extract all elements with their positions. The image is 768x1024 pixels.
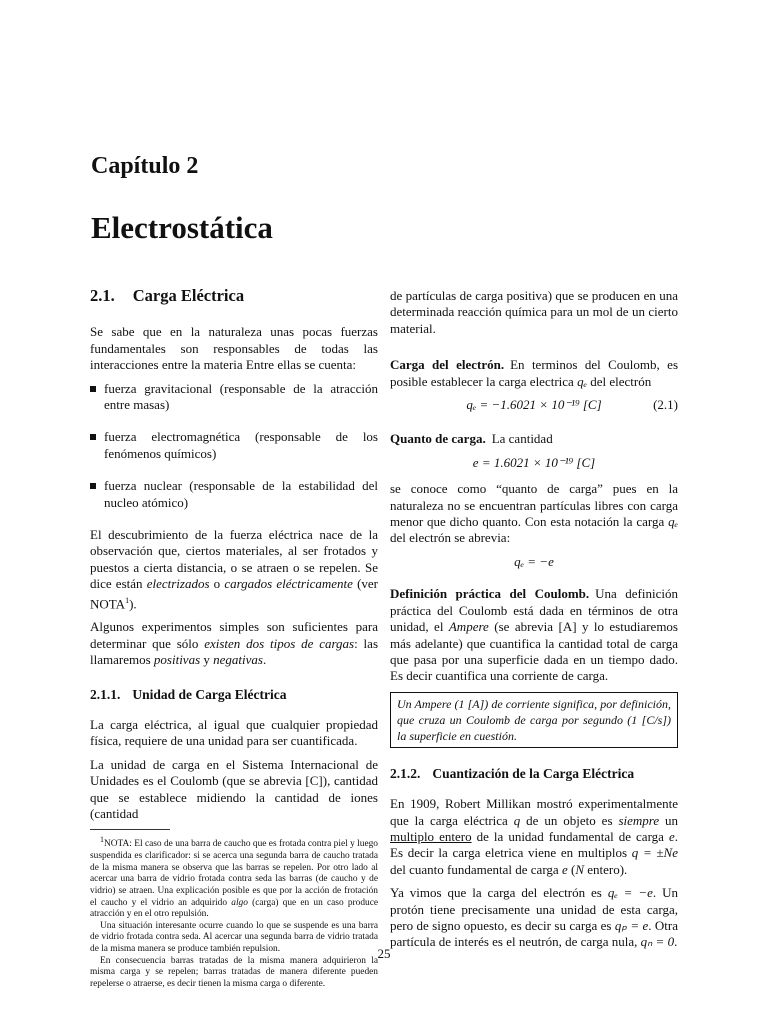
list-item: fuerza nuclear (responsable de la estabilidad del nucleo atómico): [90, 478, 378, 511]
footnote-ref[interactable]: 1: [125, 595, 130, 605]
paragraph-unit-2: La unidad de carga en el Sistema Internacional de Unidades es el Coulomb (que se abrevia [C]), cantidad que se establece midiendo la cantidad de iones (cantidad: [90, 756, 378, 822]
page-number: 25: [377, 946, 391, 961]
chapter-label: Capítulo 2: [91, 153, 199, 179]
footnote-paragraph: En consecuencia barras tratadas de la misma manera adquirieron la misma carga y se repelen; barras tratadas de manera diferente pueden repelerse o atraerse, es decir tienen la misma carga o diferente.: [90, 955, 378, 989]
left-column: [90, 288, 378, 990]
paragraph-intro: Se sabe que en la naturaleza unas pocas fuerzas fundamentales son responsables de todas las interacciones entre la materia Entre ellas se cuenta:: [90, 324, 378, 373]
bullet-icon: [90, 483, 96, 489]
paragraph-proton-neutron: Ya vimos que la carga del electrón es qₑ = −e. Un protón tiene precisamente una unidad de esta carga, pero de signo opuesto, es decir su carga es qₚ = e. Otra partícula de interés es el neutrón, de carga nula, qₙ = 0.: [390, 885, 679, 950]
bullet-icon: [90, 434, 96, 440]
section-heading-2-1-2: 2.1.2. Cuantización de la Carga Eléctrica: [390, 765, 635, 781]
paragraph-unit-1: La carga eléctrica, al igual que cualquier propiedad física, requiere de una unidad para ser cuantificada.: [90, 717, 378, 749]
list-item: fuerza electromagnética (responsable de los fenómenos químicos): [90, 429, 378, 462]
paragraph-coulomb-definition: Definición práctica del Coulomb. Una definición práctica del Coulomb está dada en términos de otra unidad, el Ampere (se abrevia [A] y lo estudiaremos más adelante) que cuantifica la cantidad total de carga que pasa por una superficie dada en un tiempo dado. Es decir cuantifica una corriente de carga.: [390, 586, 678, 684]
forces-list: [90, 381, 378, 511]
chapter-title: Electrostática: [91, 210, 273, 245]
equation-quanto: e = 1.6021 × 10⁻¹⁹ [C]: [472, 454, 596, 470]
right-column: [390, 288, 678, 958]
footnote: [90, 834, 378, 990]
equation-2-1: qₑ = −1.6021 × 10⁻¹⁹ [C] (2.1): [466, 397, 678, 413]
paragraph-experiments: Algunos experimentos simples son suficientes para determinar que sólo existen dos tipos de cargas: las llamaremos positivas y negativas.: [90, 619, 378, 668]
section-heading-2-1-1: 2.1.1. Unidad de Carga Eléctrica: [90, 686, 287, 702]
equation-qe: qₑ = −e: [514, 553, 554, 569]
section-heading-2-1: 2.1. Carga Eléctrica: [90, 286, 245, 305]
paragraph-quanto: Quanto de carga. La cantidad: [390, 431, 553, 447]
bullet-icon: [90, 386, 96, 392]
paragraph-discovery: El descubrimiento de la fuerza eléctrica nace de la observación que, ciertos materiales, al ser frotados y puestos a cierta distancia, o se atraen o se repelen. Se dice están electrizados o cargados eléctricamente (ver NOTA$^1$).: [90, 527, 378, 612]
footnote-divider: [90, 829, 170, 830]
paragraph-millikan: En 1909, Robert Millikan mostró experimentalmente que la carga eléctrica q de un objeto es siempre un multiplo entero de la unidad fundamental de carga e. Es decir la carga eletrica viene en multiplos q = ±Ne del cuanto fundamental de carga e (N entero).: [390, 796, 679, 877]
list-item: fuerza gravitacional (responsable de la atracción entre masas): [90, 381, 378, 414]
paragraph-quanto-explain: se conoce como “quanto de carga” pues en la naturaleza no se encuentran partículas libres con carga menor que dicho quanto. Con esta notación la carga qₑ del electrón se abrevia:: [390, 481, 678, 546]
footnote-paragraph: $^1$NOTA: El caso de una barra de caucho que es frotada contra piel y luego suspendida es clarificador: si se acerca una segunda barra de caucho tratada de la misma manera se observa que las barras se repelen. Por otro lado al acercar una barra de vidrio frotada contra seda las barras (de caucho y de vidrio) se atraen. Una explicación posible es que por la acción de frotación el caucho y el vidrio an adquirido algo (carga) que en un caso produce atracción y en el otro repulsión.: [90, 835, 379, 920]
footnote-paragraph: Una situación interesante ocurre cuando lo que se suspende es una barra de vidrio frotada contra seda. Al acercar una segunda barra de vidrio tratada de la misma manera se produce también repulsion.: [90, 920, 378, 954]
paragraph-electron-charge: Carga del electrón. En terminos del Coulomb, es posible establecer la carga electrica qₑ del electrón: [390, 357, 678, 389]
definition-box: Un Ampere (1 [A]) de corriente significa, por definición, que cruza un Coulomb de carga por segundo (1 [C/s]) la superficie en cuestión.: [390, 692, 678, 748]
equation-number: (2.1): [653, 397, 678, 413]
paragraph-continuation: de partículas de carga positiva) que se producen en una determinada reacción química para un mol de un cierto material.: [390, 288, 678, 336]
